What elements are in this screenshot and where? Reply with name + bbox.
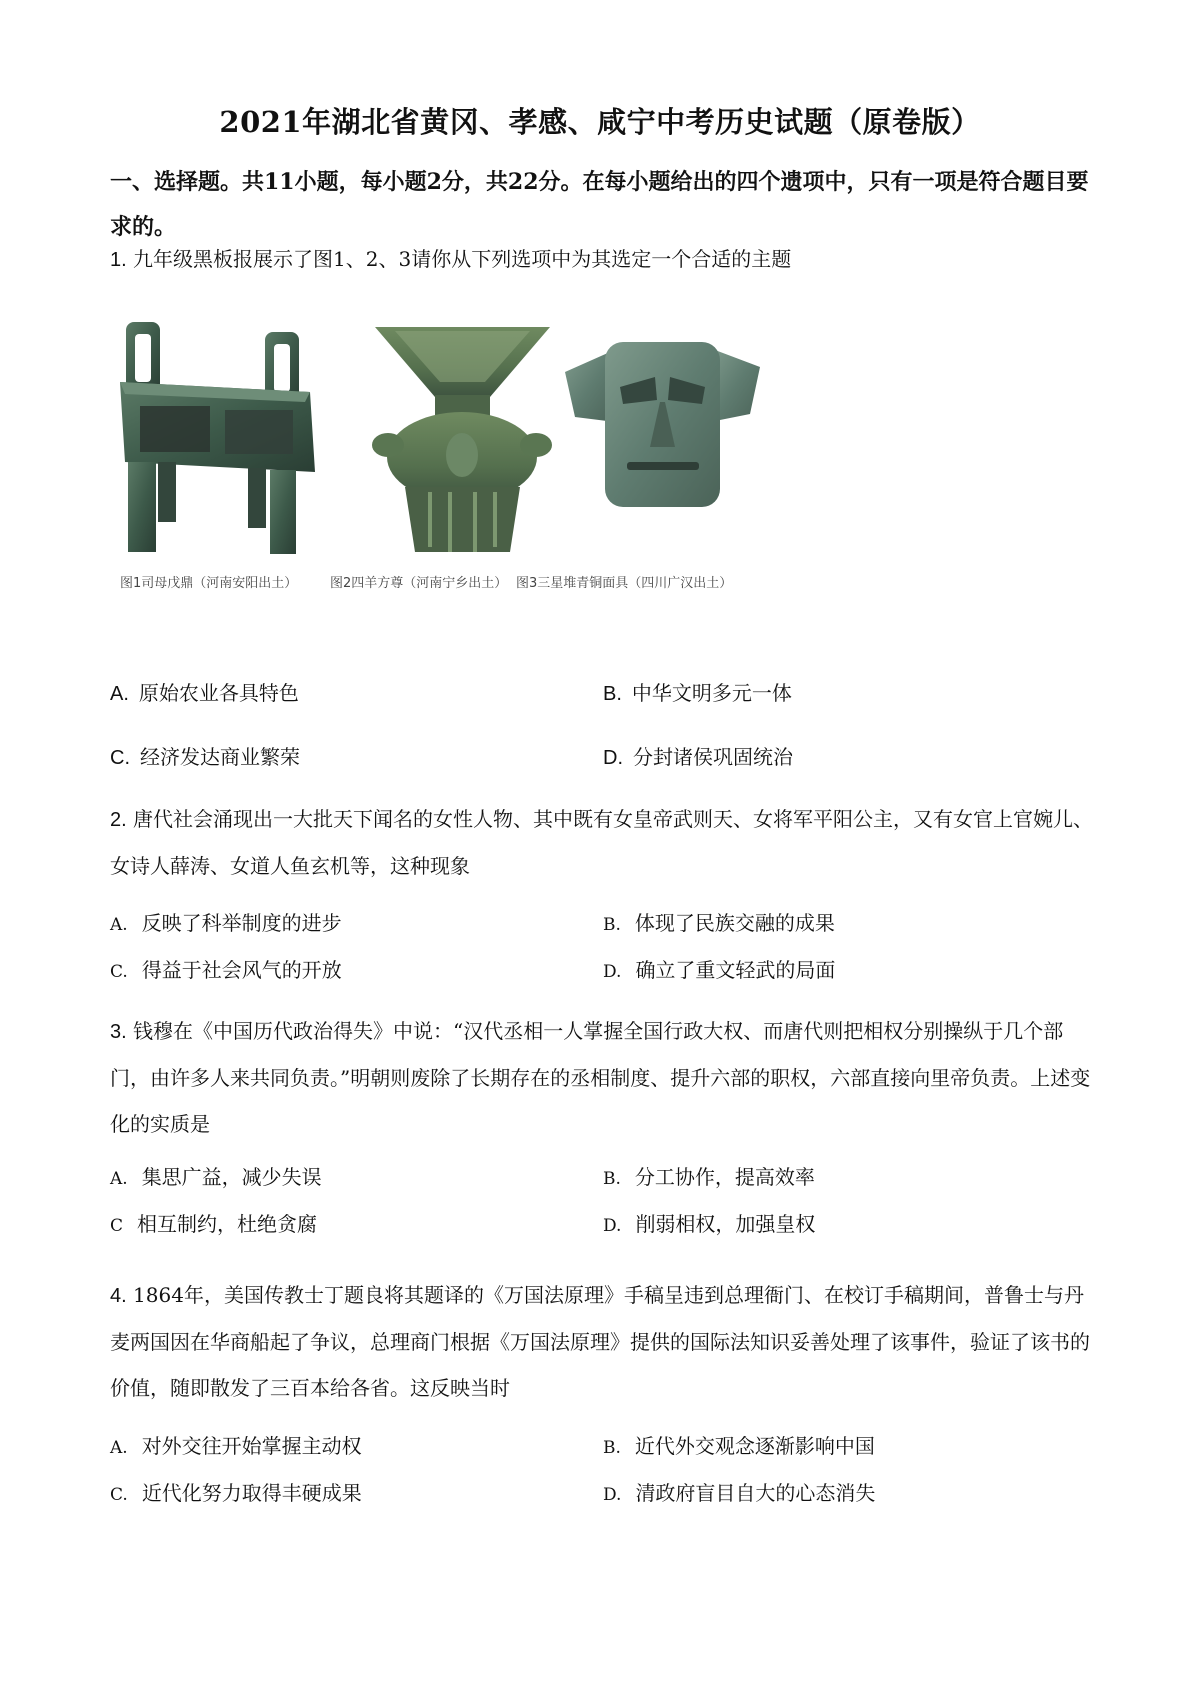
option-letter: C.: [110, 962, 128, 982]
question-number: 1.: [110, 249, 127, 271]
option-4-d[interactable]: [603, 1478, 875, 1510]
four-ram-zun-image: [370, 327, 555, 567]
option-letter: D.: [603, 1216, 622, 1236]
question-stem: 1864年，美国传教士丁题良将其题译的《万国法原理》手稿呈违到总理衙门、在校订手稿期间，普鲁士与丹麦两国因在华商船起了争议，总理商门根据《万国法原理》提供的国际法知识妥善处理了该事件，验证了该书的价值，随即散发了三百本给各省。这反映当时: [110, 1283, 1090, 1400]
option-letter: A.: [110, 915, 128, 935]
option-3-a[interactable]: [110, 1162, 322, 1194]
option-text: 分工协作，提高效率: [634, 1165, 815, 1189]
option-letter: A.: [110, 1438, 128, 1458]
figure-3-caption: 图3三星堆青铜面具（四川广汉出土）: [516, 576, 733, 591]
option-letter: D.: [603, 747, 623, 769]
option-2-b[interactable]: [603, 908, 835, 940]
option-3-b[interactable]: [603, 1162, 815, 1194]
artifact-figures: [120, 322, 840, 592]
ding-cauldron-image: [120, 322, 320, 567]
option-text: 削弱相权，加强皇权: [635, 1212, 816, 1236]
option-3-c[interactable]: [110, 1209, 317, 1241]
option-letter: C.: [110, 1485, 128, 1505]
option-1-a[interactable]: [110, 678, 299, 709]
question-stem: 唐代社会涌现出一大批天下闻名的女性人物、其中既有女皇帝武则天、女将军平阳公主，又有女官上官婉儿、女诗人薛涛、女道人鱼玄机等，这种现象: [110, 807, 1094, 878]
question-stem: 钱穆在《中国历代政治得失》中说：“汉代丞相一人掌握全国行政大权、而唐代则把相权分别操纵于几个部门，由许多人来共同负责。”明朝则废除了长期存在的丞相制度、提升六部的职权，六部直接向里帝负责。上述变化的实质是: [110, 1019, 1091, 1136]
option-text: 得益于社会风气的开放: [141, 958, 342, 982]
sanxingdui-mask-image: [565, 342, 760, 517]
option-2-c[interactable]: [110, 955, 342, 987]
option-letter: A.: [110, 683, 129, 705]
option-text: 近代化努力取得丰硬成果: [141, 1481, 362, 1505]
question-number: 3.: [110, 1021, 127, 1043]
page-title: 2021年湖北省黄冈、孝感、咸宁中考历史试题（原卷版）: [219, 105, 981, 139]
option-2-d[interactable]: [603, 955, 835, 987]
option-letter: A.: [110, 1169, 128, 1189]
option-3-d[interactable]: [603, 1209, 815, 1241]
option-letter: B.: [603, 683, 622, 705]
section-header: 一、选择题。共11小题，每小题2分，共22分。在每小题给出的四个遗项中，只有一项是符合题目要求的。: [110, 169, 1089, 240]
option-4-c[interactable]: [110, 1478, 362, 1510]
question-number: 4.: [110, 1285, 127, 1307]
option-text: 近代外交观念逐渐影响中国: [634, 1434, 875, 1458]
figure-2-caption: 图2四羊方尊（河南宁乡出土）: [330, 576, 508, 591]
option-1-c[interactable]: [110, 742, 300, 773]
option-letter: D.: [603, 962, 622, 982]
option-letter: B.: [603, 1438, 621, 1458]
option-text: 分封诸侯巩固统治: [633, 745, 793, 769]
option-text: 原始农业各具特色: [138, 681, 299, 705]
option-letter: C: [110, 1216, 124, 1236]
figure-1-caption: 图1司母戊鼎（河南安阳出土）: [120, 576, 298, 591]
option-text: 清政府盲目自大的心态消失: [635, 1481, 876, 1505]
option-text: 对外交往开始掌握主动权: [141, 1434, 362, 1458]
question-1: [110, 236, 1100, 283]
option-1-d[interactable]: [603, 742, 793, 773]
option-letter: B.: [603, 1169, 621, 1189]
option-2-a[interactable]: [110, 908, 342, 940]
option-letter: D.: [603, 1485, 622, 1505]
option-letter: B.: [603, 915, 621, 935]
option-text: 经济发达商业繁荣: [140, 745, 300, 769]
question-2: [110, 796, 1100, 889]
option-text: 相互制约，杜绝贪腐: [137, 1212, 318, 1236]
option-text: 体现了民族交融的成果: [634, 911, 835, 935]
option-text: 反映了科举制度的进步: [141, 911, 342, 935]
option-letter: C.: [110, 747, 130, 769]
option-1-b[interactable]: [603, 678, 792, 709]
question-3: [110, 1008, 1100, 1147]
option-4-a[interactable]: [110, 1431, 362, 1463]
question-4: [110, 1272, 1100, 1411]
option-text: 中华文明多元一体: [631, 681, 792, 705]
option-text: 确立了重文轻武的局面: [635, 958, 836, 982]
option-text: 集思广益，减少失误: [141, 1165, 322, 1189]
question-stem: 九年级黑板报展示了图1、2、3请你从下列选项中为其选定一个合适的主题: [133, 247, 792, 271]
question-number: 2.: [110, 809, 127, 831]
option-4-b[interactable]: [603, 1431, 875, 1463]
